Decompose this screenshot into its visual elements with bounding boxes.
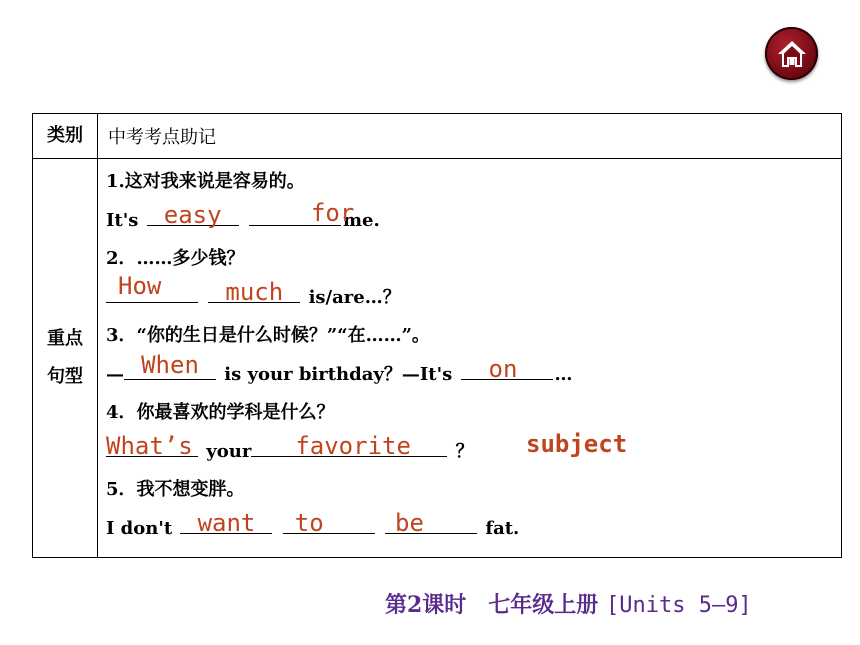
table-body-row [33,159,842,558]
footer-label [385,588,752,619]
q5-answer-3: be [395,508,424,537]
q2-english [106,271,841,318]
q4-english [106,429,841,472]
q3-answer-2: on [488,354,518,383]
sentence-patterns-cell [98,159,842,558]
q1-blank-1 [147,200,239,229]
q5-blank-2 [283,508,375,537]
q1-pre: It's [106,209,139,231]
q3-pre: — [106,363,124,385]
footer-lesson: 第2课时 七年级上册 [385,592,599,618]
q3-blank-2 [461,354,553,383]
q5-english [106,510,841,549]
q1-blank-2 [249,198,355,227]
q1-answer-1: easy [163,200,222,229]
q3-mid: is your birthday？—It's [224,363,453,385]
q5-post: fat. [485,517,520,539]
table-header-row [33,114,842,159]
q2-post: is/are…？ [308,286,401,308]
q4-answer-3: subject [526,429,628,458]
q3-chinese: 3．“你的生日是什么时候？”“在……”。 [106,325,430,346]
q2-answer-2: much [225,277,284,306]
home-icon [775,37,809,71]
q4-blank-1 [106,431,198,460]
category-line2: 句型 [47,366,83,387]
q2-blank-1 [106,271,198,303]
q4-mid: your [206,440,252,462]
q4-answer-1: What’s [106,431,193,460]
key-points-table [32,113,842,558]
q3-blank-1 [124,350,216,380]
q5-blank-3 [385,508,477,537]
q4-answer-2: favorite [295,431,411,460]
category-header: 类别 [33,114,98,159]
q1-english [106,198,841,241]
q1-chinese: 1.这对我来说是容易的。 [106,171,305,192]
q2-answer-1: How [118,271,162,300]
q5-chinese: 5．我不想变胖。 [106,479,245,500]
points-header: 中考考点助记 [98,114,842,159]
q5-blank-1 [180,508,272,537]
footer-units: [Units 5—9] [605,593,752,618]
q5-answer-2: to [294,508,324,537]
home-button[interactable] [765,27,818,80]
q4-post: ？ [455,440,474,462]
q3-post: … [554,363,573,385]
q1-post: me. [342,209,380,231]
q1-answer-2: for [310,198,355,227]
q5-answer-1: want [197,508,256,537]
category-line1: 重点 [47,328,83,349]
q2-blank-2 [208,277,300,306]
q5-pre: I don't [106,517,173,539]
q3-english [106,350,841,395]
q4-chinese: 4．你最喜欢的学科是什么？ [106,402,335,423]
q4-blank-2 [251,431,447,460]
q3-answer-1: When [141,350,199,379]
category-cell [33,159,98,558]
q2-chinese: 2．……多少钱？ [106,248,245,269]
